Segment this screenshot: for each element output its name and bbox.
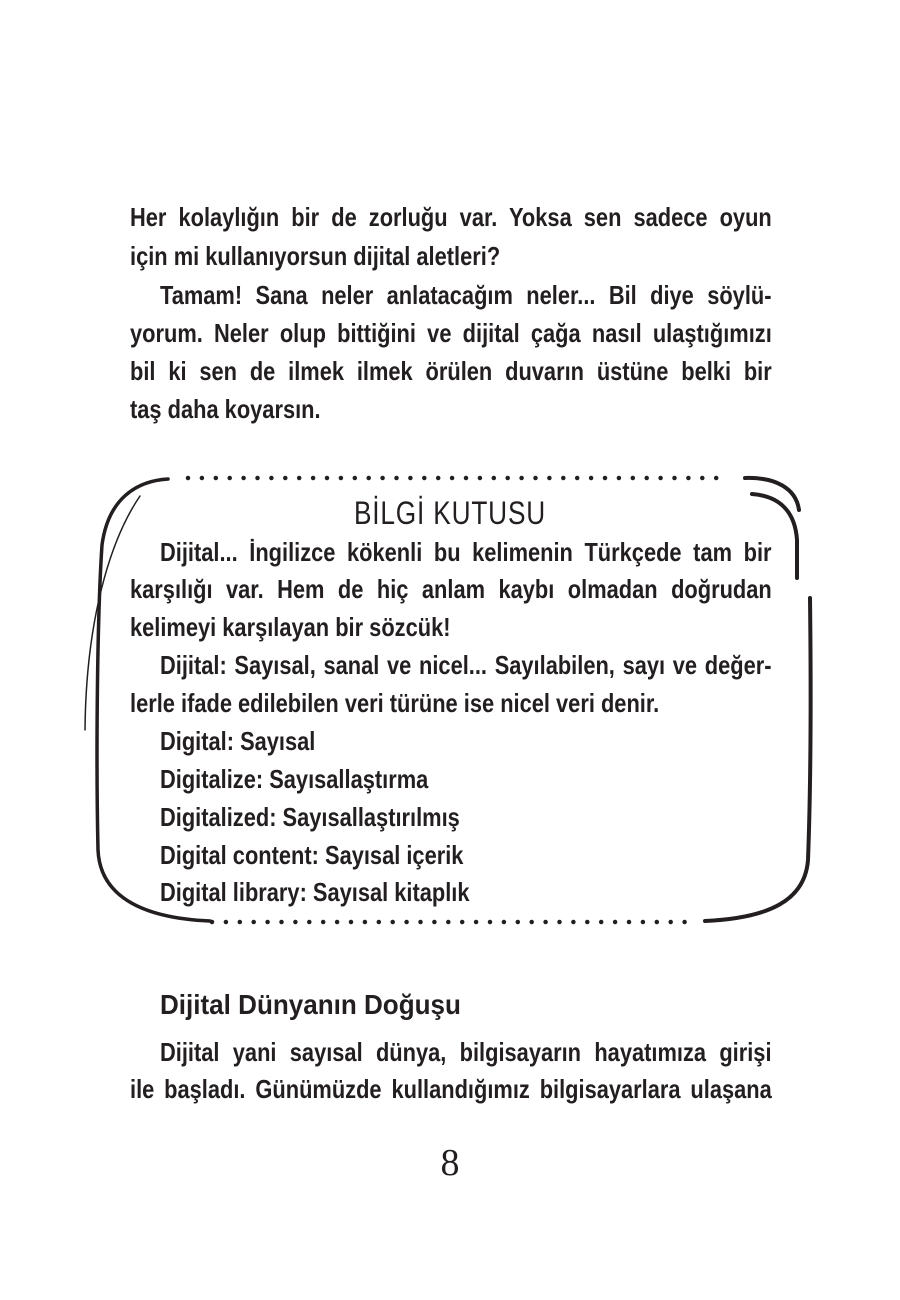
page-number: 8 — [440, 1142, 460, 1184]
info-box-line: kelimeyi karşılayan bir sözcük! — [130, 612, 451, 642]
intro-line: Tamam! Sana neler anlatacağım neler... Bil diye söylü- — [160, 280, 772, 310]
intro-line: yorum. Neler olup bittiğini ve dijital çağa nasıl ulaştığımızı — [130, 318, 772, 348]
info-box-term: Digital: Sayısal — [160, 726, 316, 756]
intro-line: Her kolaylığın bir de zorluğu var. Yoksa sen sadece oyun — [130, 202, 772, 232]
info-box-term: Digital content: Sayısal içerik — [160, 840, 464, 870]
section-line: ile başladı. Günümüzde kullandığımız bilgisayarlara ulaşana — [130, 1074, 772, 1104]
section-heading: Dijital Dünyanın Doğuşu — [160, 989, 461, 1020]
intro-line: bil ki sen de ilmek ilmek örülen duvarın üstüne belki bir — [130, 356, 772, 386]
intro-line: taş daha koyarsın. — [130, 394, 321, 424]
section-line: Dijital yani sayısal dünya, bilgisayarın hayatımıza girişi — [160, 1037, 772, 1067]
info-box-line: Dijital... İngilizce kökenli bu kelimenin Türkçede tam bir — [160, 537, 772, 567]
info-box-line: lerle ifade edilebilen veri türüne ise nicel veri denir. — [130, 688, 660, 718]
intro-line: için mi kullanıyorsun dijital aletleri? — [130, 241, 501, 271]
info-box-term: Digitalize: Sayısallaştırma — [160, 764, 429, 794]
info-box-term: Digitalized: Sayısallaştırılmış — [160, 802, 460, 832]
info-box-line: Dijital: Sayısal, sanal ve nicel... Sayılabilen, sayı ve değer- — [160, 650, 772, 680]
info-box-line: karşılığı var. Hem de hiç anlam kaybı olmadan doğrudan — [130, 574, 772, 604]
info-box-term: Digital library: Sayısal kitaplık — [160, 877, 470, 907]
info-box-title: BİLGİ KUTUSU — [353, 495, 547, 531]
